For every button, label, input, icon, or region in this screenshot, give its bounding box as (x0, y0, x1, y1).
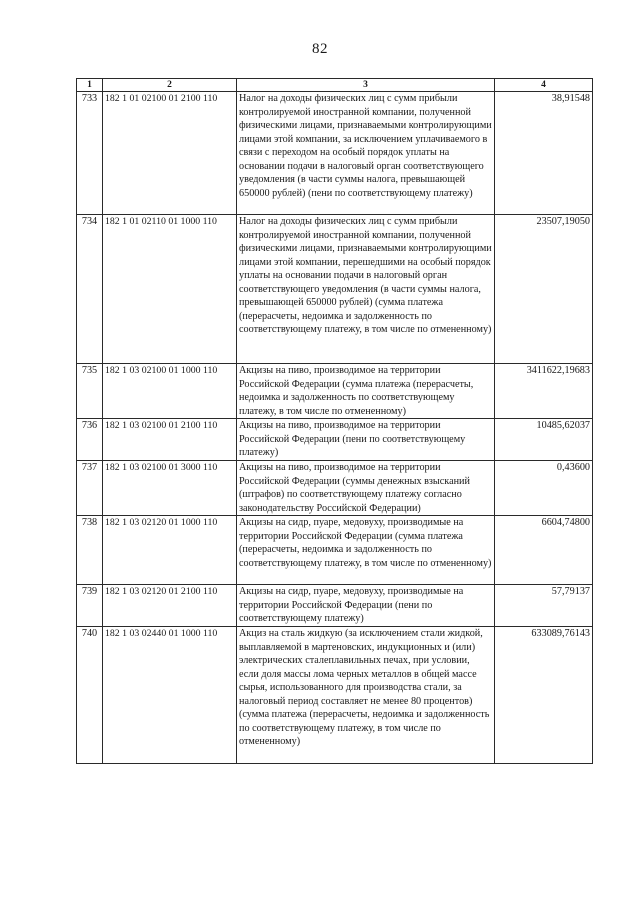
budget-code: 182 1 03 02120 01 2100 110 (103, 585, 237, 627)
amount: 0,43600 (495, 461, 593, 516)
revenue-name: Налог на доходы физических лиц с сумм прибыли контролируемой иностранной компании, полученной физическими лицами, признаваемыми контролирующими лицами этой компании, перешедшими на особый порядок уплаты на основании подачи в налоговый орган соответствующего уведомления (в части суммы налога, превышающей 650000 рублей) (сумма платежа (перерасчеты, недоимка и задолженность по соответствующему платежу, в том числе по отмененному) (237, 215, 495, 364)
budget-code: 182 1 03 02100 01 2100 110 (103, 419, 237, 461)
budget-code: 182 1 01 02100 01 2100 110 (103, 92, 237, 215)
amount: 3411622,19683 (495, 364, 593, 419)
table-row (77, 585, 593, 627)
row-number: 738 (77, 516, 103, 585)
header-row (77, 79, 593, 92)
budget-code: 182 1 03 02120 01 1000 110 (103, 516, 237, 585)
column-header-3: 3 (237, 79, 495, 92)
amount: 23507,19050 (495, 215, 593, 364)
row-number: 740 (77, 627, 103, 764)
table-row (77, 627, 593, 764)
budget-code: 182 1 03 02100 01 1000 110 (103, 364, 237, 419)
budget-code: 182 1 03 02100 01 3000 110 (103, 461, 237, 516)
revenue-name: Акциз на сталь жидкую (за исключением стали жидкой, выплавляемой в мартеновских, индукционных и (или) электрических сталеплавильных печах, при условии, если доля массы лома черных металлов в общей массе сырья, использованного для производства стали, за налоговый период составляет не менее 80 процентов) (сумма платежа (перерасчеты, недоимка и задолженность по соответствующему платежу, в том числе по отмененному) (237, 627, 495, 764)
revenue-name: Акцизы на сидр, пуаре, медовуху, производимые на территории Российской Федерации (пени по соответствующему платежу) (237, 585, 495, 627)
row-number: 734 (77, 215, 103, 364)
column-header-1: 1 (77, 79, 103, 92)
budget-code: 182 1 01 02110 01 1000 110 (103, 215, 237, 364)
revenue-table (76, 78, 593, 764)
amount: 633089,76143 (495, 627, 593, 764)
revenue-name: Налог на доходы физических лиц с сумм прибыли контролируемой иностранной компании, полученной физическими лицами, признаваемыми контролирующими лицами этой компании, за исключением уплачиваемого в связи с переходом на особый порядок уплаты на основании подачи в налоговый орган соответствующего уведомления (в части суммы налога, превышающей 650000 рублей) (пени по соответствующему платежу) (237, 92, 495, 215)
revenue-name: Акцизы на пиво, производимое на территории Российской Федерации (суммы денежных взысканий (штрафов) по соответствующему платежу согласно законодательству Российской Федерации) (237, 461, 495, 516)
revenue-name: Акцизы на пиво, производимое на территории Российской Федерации (пени по соответствующему платежу) (237, 419, 495, 461)
row-number: 737 (77, 461, 103, 516)
budget-code: 182 1 03 02440 01 1000 110 (103, 627, 237, 764)
revenue-name: Акцизы на сидр, пуаре, медовуху, производимые на территории Российской Федерации (сумма платежа (перерасчеты, недоимка и задолженность по соответствующему платежу, в том числе по отмененному) (237, 516, 495, 585)
revenue-name: Акцизы на пиво, производимое на территории Российской Федерации (сумма платежа (перерасчеты, недоимка и задолженность по соответствующему платежу, в том числе по отмененному) (237, 364, 495, 419)
row-number: 739 (77, 585, 103, 627)
table-row (77, 364, 593, 419)
table-row (77, 516, 593, 585)
table-row (77, 461, 593, 516)
page-number: 82 (312, 41, 328, 57)
amount: 57,79137 (495, 585, 593, 627)
table-row (77, 215, 593, 364)
row-number: 736 (77, 419, 103, 461)
amount: 38,91548 (495, 92, 593, 215)
row-number: 733 (77, 92, 103, 215)
column-header-4: 4 (495, 79, 593, 92)
table-row (77, 92, 593, 215)
column-header-2: 2 (103, 79, 237, 92)
amount: 6604,74800 (495, 516, 593, 585)
amount: 10485,62037 (495, 419, 593, 461)
table-row (77, 419, 593, 461)
row-number: 735 (77, 364, 103, 419)
